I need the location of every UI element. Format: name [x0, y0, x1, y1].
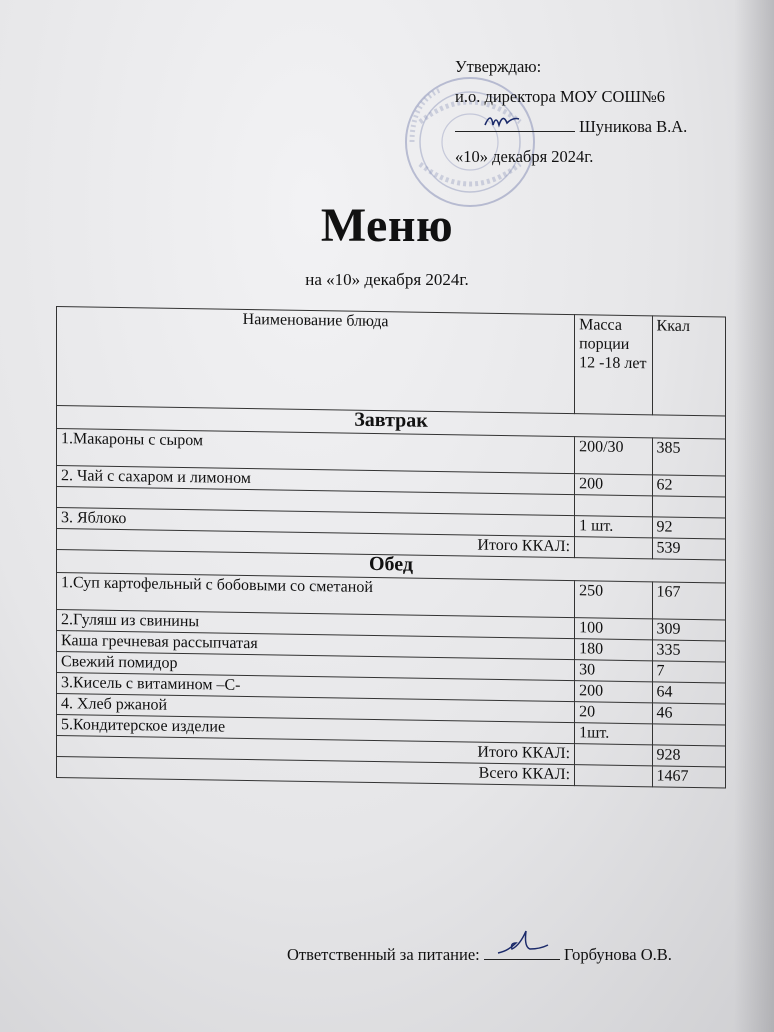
dish-kcal: 46 [652, 703, 725, 725]
dish-name: 1.Макароны с сыром [57, 429, 575, 474]
dish-kcal: 7 [652, 661, 725, 683]
page-shadow [734, 0, 774, 1032]
handwritten-signature-icon [455, 109, 575, 131]
dish-name: 3.Кисель с витамином –С- [57, 673, 575, 702]
dish-kcal [652, 496, 725, 518]
approval-date: «10» декабря 2024г. [455, 147, 594, 166]
responsible-signature [484, 943, 560, 960]
director-signature [455, 113, 575, 132]
grand-total-mass-empty [575, 765, 652, 787]
section-title: Завтрак [57, 406, 726, 440]
dish-kcal [652, 724, 725, 746]
section-title: Обед [57, 550, 726, 584]
dish-mass: 1 шт. [575, 516, 652, 538]
dish-kcal: 167 [652, 582, 725, 620]
dish-name: Каша гречневая рассыпчатая [57, 631, 575, 660]
total-label: Итого ККАЛ: [57, 529, 575, 558]
dish-mass: 200 [575, 474, 652, 496]
dish-mass: 200/30 [575, 437, 652, 475]
approval-block [455, 52, 687, 172]
grand-total-value: 1467 [652, 766, 725, 788]
dish-mass: 180 [575, 639, 652, 661]
responsible-person-line [287, 943, 672, 965]
dish-name: 3. Яблоко [57, 508, 575, 537]
total-mass-empty [575, 537, 652, 559]
total-mass-empty [575, 744, 652, 766]
approval-position: и.о. директора МОУ СОШ№6 [455, 87, 666, 106]
dish-kcal: 92 [652, 517, 725, 539]
dish-name: Свежий помидор [57, 652, 575, 681]
dish-name: 5.Кондитерское изделие [57, 715, 575, 744]
dish-name: 1.Суп картофельный с бобовыми со сметаной [57, 573, 575, 618]
header-mass: Масса порции 12 -18 лет [575, 315, 652, 415]
dish-mass: 20 [575, 702, 652, 724]
dish-name: 2. Чай с сахаром и лимоном [57, 466, 575, 495]
approval-heading: Утверждаю: [455, 57, 542, 76]
dish-mass: 250 [575, 581, 652, 619]
responsible-label: Ответственный за питание: [287, 945, 480, 964]
dish-kcal: 335 [652, 640, 725, 662]
dish-kcal: 62 [652, 475, 725, 497]
header-dish-name: Наименование блюда [57, 307, 575, 414]
approval-signer-name: Шуникова В.А. [579, 117, 688, 136]
dish-name: 2.Гуляш из свинины [57, 610, 575, 639]
handwritten-signature-icon [478, 929, 568, 959]
total-value: 539 [652, 538, 725, 560]
dish-mass: 200 [575, 681, 652, 703]
dish-mass: 100 [575, 618, 652, 640]
dish-mass [575, 495, 652, 517]
page-subtitle: на «10» декабря 2024г. [305, 270, 469, 289]
total-value: 928 [652, 745, 725, 767]
dish-kcal: 64 [652, 682, 725, 704]
dish-mass: 1шт. [575, 723, 652, 745]
responsible-name: Горбунова О.В. [564, 945, 672, 964]
menu-table [56, 306, 726, 789]
dish-kcal: 385 [652, 438, 725, 476]
dish-mass: 30 [575, 660, 652, 682]
grand-total-label: Всего ККАЛ: [57, 757, 575, 786]
approval-signature-line [455, 112, 687, 142]
page-title: Меню [320, 199, 454, 252]
table-header-row [57, 307, 726, 417]
dish-kcal: 309 [652, 619, 725, 641]
header-kcal: Ккал [652, 316, 725, 416]
dish-name: 4. Хлеб ржаной [57, 694, 575, 723]
total-label: Итого ККАЛ: [57, 736, 575, 765]
